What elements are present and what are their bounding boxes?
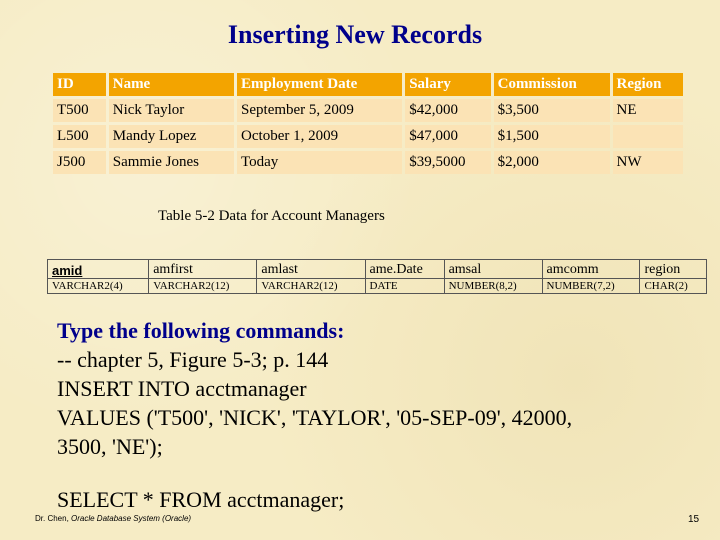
cell-employment-date: October 1, 2009 xyxy=(237,125,402,148)
command-line: INSERT INTO acctmanager xyxy=(57,376,307,401)
footer-course: Oracle Database System (Oracle) xyxy=(71,514,192,523)
cell-name: Mandy Lopez xyxy=(109,125,234,148)
schema-type-amcomm: NUMBER(7,2) xyxy=(542,279,640,294)
table-row xyxy=(53,125,683,148)
schema-column-amid: amid xyxy=(52,262,83,278)
command-line: VALUES ('T500', 'NICK', 'TAYLOR', '05-SEP-09', 42000, xyxy=(57,405,573,430)
table-caption: Table 5-2 Data for Account Managers xyxy=(158,208,385,224)
schema-types-row xyxy=(48,279,707,294)
cell-id: L500 xyxy=(53,125,106,148)
cell-region: NE xyxy=(613,99,683,122)
page-number: 15 xyxy=(688,514,700,525)
cell-employment-date: September 5, 2009 xyxy=(237,99,402,122)
table-header-row xyxy=(53,73,683,96)
schema-column-amfirst: amfirst xyxy=(149,260,257,279)
header-id: ID xyxy=(53,73,106,96)
table-row xyxy=(53,99,683,122)
command-line: -- chapter 5, Figure 5-3; p. 144 xyxy=(57,347,329,372)
header-employment-date: Employment Date xyxy=(237,73,402,96)
commands-lead: Type the following commands: xyxy=(57,318,345,343)
header-region: Region xyxy=(613,73,683,96)
header-name: Name xyxy=(109,73,234,96)
cell-name: Nick Taylor xyxy=(109,99,234,122)
cell-region xyxy=(613,125,683,148)
schema-type-amedate: DATE xyxy=(365,279,444,294)
table-row xyxy=(53,151,683,174)
schema-type-amid: VARCHAR2(4) xyxy=(48,279,149,294)
slide-title: Inserting New Records xyxy=(227,20,483,49)
schema-type-region: CHAR(2) xyxy=(640,279,707,294)
commands-block xyxy=(57,316,707,461)
cell-id: J500 xyxy=(53,151,106,174)
schema-type-amsal: NUMBER(8,2) xyxy=(444,279,542,294)
cell-name: Sammie Jones xyxy=(109,151,234,174)
header-salary: Salary xyxy=(405,73,490,96)
cell-commission: $2,000 xyxy=(494,151,610,174)
schema-column-amlast: amlast xyxy=(257,260,365,279)
cell-salary: $42,000 xyxy=(405,99,490,122)
cell-employment-date: Today xyxy=(237,151,402,174)
schema-type-amfirst: VARCHAR2(12) xyxy=(149,279,257,294)
select-command: SELECT * FROM acctmanager; xyxy=(57,487,345,512)
schema-column-region: region xyxy=(640,260,707,279)
schema-column-amcomm: amcomm xyxy=(542,260,640,279)
schema-column-names-row xyxy=(48,260,707,279)
schema-table xyxy=(47,259,707,294)
cell-salary: $39,5000 xyxy=(405,151,490,174)
header-commission: Commission xyxy=(494,73,610,96)
cell-id: T500 xyxy=(53,99,106,122)
command-line: 3500, 'NE'); xyxy=(57,434,163,459)
schema-column-amedate: ame.Date xyxy=(365,260,444,279)
footer-author: Dr. Chen, xyxy=(35,514,72,523)
account-managers-table xyxy=(50,70,686,177)
cell-region: NW xyxy=(613,151,683,174)
cell-commission: $3,500 xyxy=(494,99,610,122)
cell-commission: $1,500 xyxy=(494,125,610,148)
footer-credit xyxy=(35,514,191,523)
schema-type-amlast: VARCHAR2(12) xyxy=(257,279,365,294)
cell-salary: $47,000 xyxy=(405,125,490,148)
schema-column-amsal: amsal xyxy=(444,260,542,279)
